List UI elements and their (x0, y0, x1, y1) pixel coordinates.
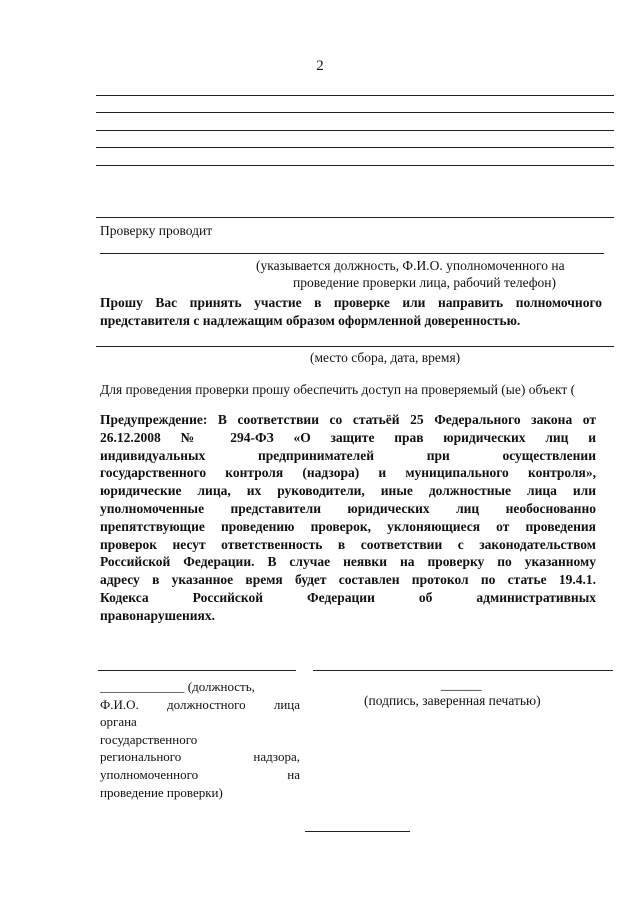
meeting-note: (место сбора, дата, время) (310, 350, 461, 365)
warning-paragraph (100, 411, 596, 625)
blank-line-1 (96, 95, 614, 96)
signature-left-line (98, 670, 296, 671)
request-line1: Прошу Вас принять участие в проверке или направить полномочного (100, 295, 602, 310)
request-line2: представителя с надлежащим образом оформленной доверенностью. (100, 313, 521, 328)
signature-left-line-text: уполномоченного на (100, 766, 300, 782)
warning-line: юридические лица, их руководители, иные должностные лица или (100, 483, 596, 499)
warning-line: индивидуальных предпринимателей при осуществлении (100, 447, 596, 463)
blank-line-2 (96, 112, 614, 113)
signature-left-line-text: _____________ (должность, (100, 679, 255, 694)
warning-line: 26.12.2008 № 294-ФЗ «О защите прав юридических лиц и (100, 429, 596, 445)
access-text: Для проведения проверки прошу обеспечить доступ на проверяемый (ые) объект ( (100, 382, 576, 397)
page-number: 2 (316, 58, 324, 74)
warning-line: Кодекса Российской Федерации об административных (100, 589, 596, 605)
meeting-fill-line (96, 346, 614, 347)
bottom-short-line (305, 831, 410, 832)
blank-line-5 (96, 165, 614, 166)
inspector-note-line2: проведение проверки лица, рабочий телефон) (293, 275, 556, 290)
warning-line: правонарушениях. (100, 607, 215, 623)
signature-left-line-text: органа (100, 714, 137, 730)
warning-line: проверок несут ответственность в соответствии с законодательством (100, 536, 596, 552)
signature-left-caption (100, 678, 300, 801)
blank-line-4 (96, 147, 614, 148)
signature-left-line-text: регионального надзора, (100, 749, 300, 765)
warning-line: Российской Федерации. В случае неявки на проверку по указанному (100, 554, 596, 570)
signature-left-line-text: проведение проверки) (100, 784, 223, 800)
signature-left-line-text: государственного (100, 731, 198, 747)
blank-line-3 (96, 130, 614, 131)
inspector-fill-line (100, 253, 604, 254)
warning-line: препятствующие проведению проверок, уклоняющиеся от проведения (100, 518, 596, 534)
inspector-note-line1: (указывается должность, Ф.И.О. уполномоченного на (256, 258, 565, 273)
signature-left-line-text: Ф.И.О. должностного лица (100, 696, 300, 712)
warning-line: адресу в указанное время будет составлен протокол по статье 19.4.1. (100, 572, 596, 588)
inspector-label: Проверку проводит (100, 223, 213, 238)
warning-line: уполномоченные представители юридических лиц необоснованно (100, 500, 596, 516)
warning-line: Предупреждение: В соответствии со статьёй 25 Федерального закона от (100, 412, 596, 427)
warning-line: государственного контроля (надзора) и муниципального контроля», (100, 465, 596, 481)
blank-line-6 (96, 217, 614, 218)
signature-right-line (313, 670, 613, 671)
signature-right-blank: ______ (441, 677, 482, 692)
signature-right-note: (подпись, заверенная печатью) (364, 693, 541, 708)
